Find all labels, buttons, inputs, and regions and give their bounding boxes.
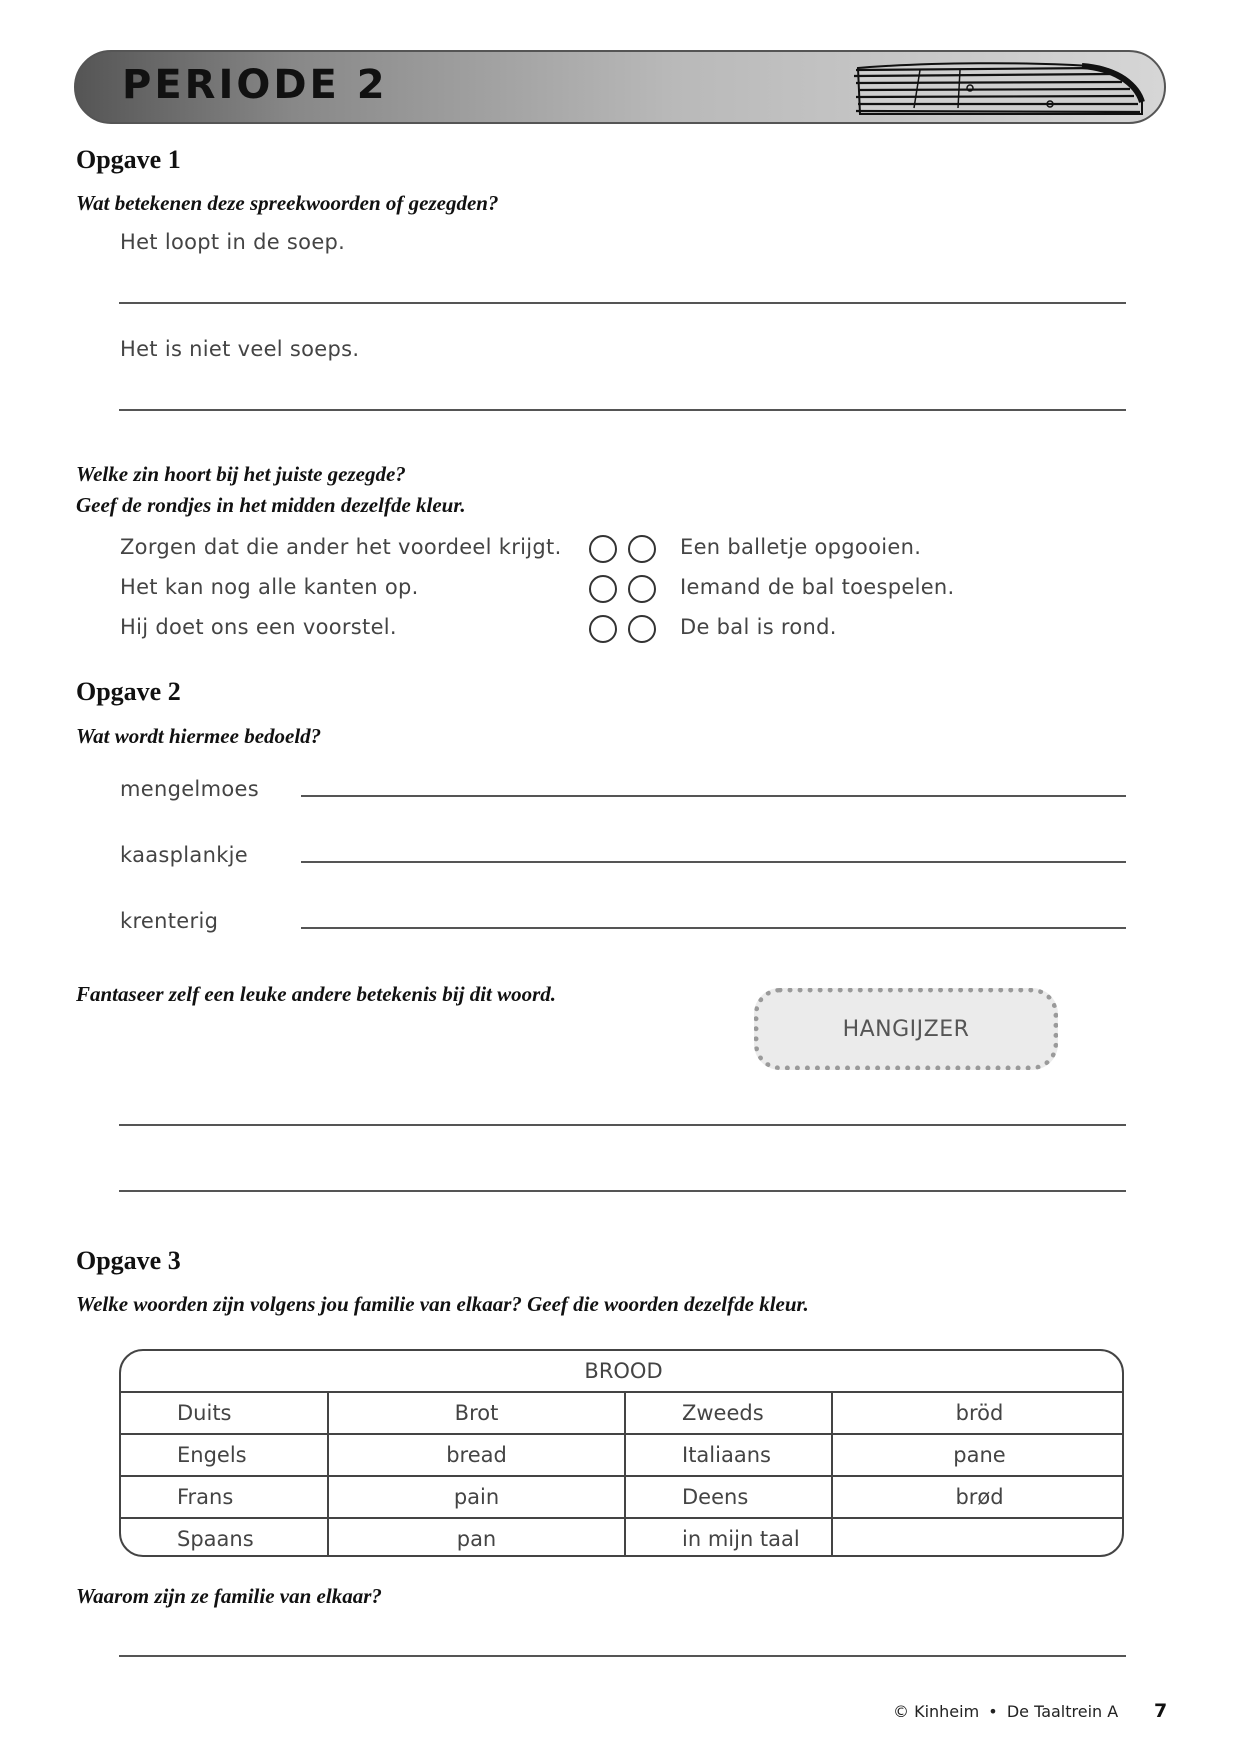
right-item: De bal is rond. (680, 615, 837, 639)
word-cell[interactable]: bröd (832, 1392, 1124, 1434)
word-badge (754, 988, 1058, 1070)
language-cell: Spaans (121, 1518, 328, 1557)
color-circle[interactable] (628, 575, 656, 603)
footer (893, 1702, 1118, 1721)
language-cell: in mijn taal (625, 1518, 832, 1557)
words-table (119, 1349, 1124, 1557)
matching-question-line1: Welke zin hoort bij het juiste gezegde? (76, 462, 406, 486)
own-language-input[interactable] (832, 1518, 1124, 1557)
left-item: Het kan nog alle kanten op. (120, 575, 419, 599)
matching-question-line2: Geef de rondjes in het midden dezelfde kleur. (76, 493, 466, 517)
table-row (121, 1434, 1124, 1476)
color-circle[interactable] (589, 535, 617, 563)
word-cell[interactable]: pane (832, 1434, 1124, 1476)
saying-2: Het is niet veel soeps. (120, 337, 360, 361)
badge-word: HANGIJZER (842, 1016, 970, 1042)
table-row (121, 1476, 1124, 1518)
opgave2-title: Opgave 2 (76, 677, 181, 706)
answer-line[interactable] (119, 1124, 1126, 1126)
answer-line[interactable] (301, 861, 1126, 863)
page-number: 7 (1154, 1700, 1168, 1722)
period-header (74, 50, 1166, 124)
color-circle[interactable] (628, 615, 656, 643)
language-cell: Engels (121, 1434, 328, 1476)
saying-1: Het loopt in de soep. (120, 230, 346, 254)
opgave1-title: Opgave 1 (76, 145, 181, 174)
train-illustration (850, 56, 1150, 122)
word-cell[interactable]: pan (328, 1518, 625, 1557)
word-cell[interactable]: pain (328, 1476, 625, 1518)
footer-separator: • (988, 1702, 998, 1721)
answer-line[interactable] (119, 409, 1126, 411)
answer-line[interactable] (301, 927, 1126, 929)
fantasy-question: Fantaseer zelf een leuke andere betekenis bij dit woord. (76, 982, 557, 1006)
answer-line[interactable] (119, 302, 1126, 304)
opgave1-question: Wat betekenen deze spreekwoorden of gezegden? (76, 191, 499, 215)
why-question: Waarom zijn ze familie van elkaar? (76, 1584, 382, 1608)
table-header: BROOD (121, 1351, 1124, 1392)
language-cell: Deens (625, 1476, 832, 1518)
opgave3-title: Opgave 3 (76, 1246, 181, 1275)
opgave3-question: Welke woorden zijn volgens jou familie van elkaar? Geef die woorden dezelfde kleur. (76, 1292, 809, 1316)
word-label: kaasplankje (120, 843, 249, 867)
footer-copyright: © Kinheim (893, 1702, 980, 1721)
word-label: mengelmoes (120, 777, 259, 801)
left-item: Hij doet ons een voorstel. (120, 615, 397, 639)
word-label: krenterig (120, 909, 219, 933)
color-circle[interactable] (589, 575, 617, 603)
period-title: PERIODE 2 (122, 62, 388, 108)
left-item: Zorgen dat die ander het voordeel krijgt. (120, 535, 562, 559)
table-row (121, 1518, 1124, 1557)
word-cell[interactable]: bread (328, 1434, 625, 1476)
opgave2-question: Wat wordt hiermee bedoeld? (76, 724, 322, 748)
table-row (121, 1392, 1124, 1434)
answer-line[interactable] (119, 1190, 1126, 1192)
answer-line[interactable] (119, 1655, 1126, 1657)
language-cell: Duits (121, 1392, 328, 1434)
color-circle[interactable] (589, 615, 617, 643)
color-circle[interactable] (628, 535, 656, 563)
language-cell: Zweeds (625, 1392, 832, 1434)
footer-book: De Taaltrein A (1006, 1702, 1119, 1721)
right-item: Iemand de bal toespelen. (680, 575, 955, 599)
answer-line[interactable] (301, 795, 1126, 797)
word-cell[interactable]: Brot (328, 1392, 625, 1434)
word-cell[interactable]: brød (832, 1476, 1124, 1518)
language-cell: Frans (121, 1476, 328, 1518)
table-header-row (121, 1351, 1124, 1392)
right-item: Een balletje opgooien. (680, 535, 922, 559)
language-cell: Italiaans (625, 1434, 832, 1476)
